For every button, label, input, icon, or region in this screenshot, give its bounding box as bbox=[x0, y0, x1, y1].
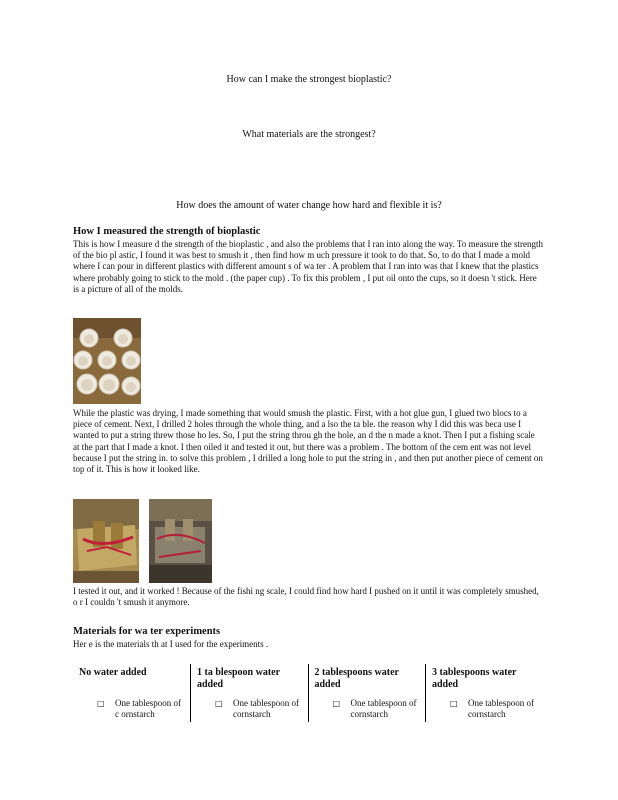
list-item-text: One tablespoon of cornstarch bbox=[233, 698, 299, 719]
question-1: How can I make the strongest bioplastic? bbox=[226, 74, 392, 85]
paragraph-smusher bbox=[73, 408, 543, 475]
paragraph-result bbox=[73, 586, 543, 608]
paragraph-measure bbox=[73, 239, 543, 295]
paragraph-1: This is how I measure d the strength of the bioplastic , and also the problems that I ran into along the way. To measure the strength of the bio pl astic, I found it was best to smush it , then find how m uch pressure it took to do that. So, to do that I made a mold where I can pour in different plastics with different amount s of wa ter . A problem that I ran into was that I knew that the plastics where probably going to stick to the mold . (the paper cup) . To fix this problem , I put oil onto the cups, so it doesn 't stick. Here is a picture of all of the molds. bbox=[73, 239, 544, 294]
list-item bbox=[197, 698, 304, 720]
bullet-icon: □ bbox=[97, 699, 105, 708]
smusher-photo-1 bbox=[73, 499, 139, 583]
paragraph-3: I tested it out, and it worked ! Because of the fishi ng scale, I could find how hard I pushed on it until it was completely smushed, o r I couldn 't smush it anymore. bbox=[73, 586, 539, 608]
question-2: What materials are the strongest? bbox=[242, 129, 376, 140]
column-1-tbsp-water bbox=[191, 664, 309, 722]
materials-table-row bbox=[73, 664, 543, 722]
list-item-text: One tablespoon of cornstarch bbox=[350, 698, 417, 719]
section-heading-materials: Materials for wa ter experiments bbox=[73, 626, 221, 637]
molds-photo bbox=[73, 318, 141, 404]
bullet-icon: □ bbox=[215, 699, 223, 708]
column-header: No water added bbox=[79, 667, 147, 678]
list-item-text: One tablespoon of cornstarch bbox=[468, 698, 534, 719]
list-item-text: One tablespoon of c ornstarch bbox=[115, 698, 181, 719]
list-item bbox=[79, 698, 186, 720]
materials-table bbox=[73, 664, 543, 722]
list-item bbox=[432, 698, 539, 720]
smusher-photo-2 bbox=[149, 499, 212, 583]
column-3-tbsp-water bbox=[426, 664, 544, 722]
column-no-water bbox=[73, 664, 191, 722]
bullet-icon: □ bbox=[450, 699, 458, 708]
section-heading-measure: How I measured the strength of bioplastic bbox=[73, 226, 261, 237]
question-3: How does the amount of water change how hard and flexible it is? bbox=[176, 200, 442, 211]
bullet-icon: □ bbox=[332, 699, 341, 708]
column-2-tbsp-water bbox=[308, 664, 426, 722]
column-header: 3 tablespoons water added bbox=[432, 667, 517, 690]
list-item bbox=[315, 698, 422, 720]
column-header: 2 tablespoons water added bbox=[314, 667, 399, 690]
column-header: 1 ta blespoon water added bbox=[197, 667, 280, 690]
materials-intro: Her e is the materials th at I used for the experiments . bbox=[73, 639, 269, 649]
paragraph-2: While the plastic was drying, I made something that would smush the plastic. First, with a hot glue gun, I glued two blocs to a piece of cement. Next, I drilled 2 holes through the whole thing, and a lso the ta ble. the reason why I did this was beca use I wanted to put a string threw those ho les. So, I put the string throu gh the hole, an d the n made a knot. Then I put a fishing scale at the part that I made a knot. I then oiled it and tested it out, but there was a problem . The bottom of the cem ent was not level because I put the string in. to solve this problem , I drilled a long hole to put the string in , and then put another piece of cement on top of it. This is how it looked like. bbox=[73, 408, 543, 475]
